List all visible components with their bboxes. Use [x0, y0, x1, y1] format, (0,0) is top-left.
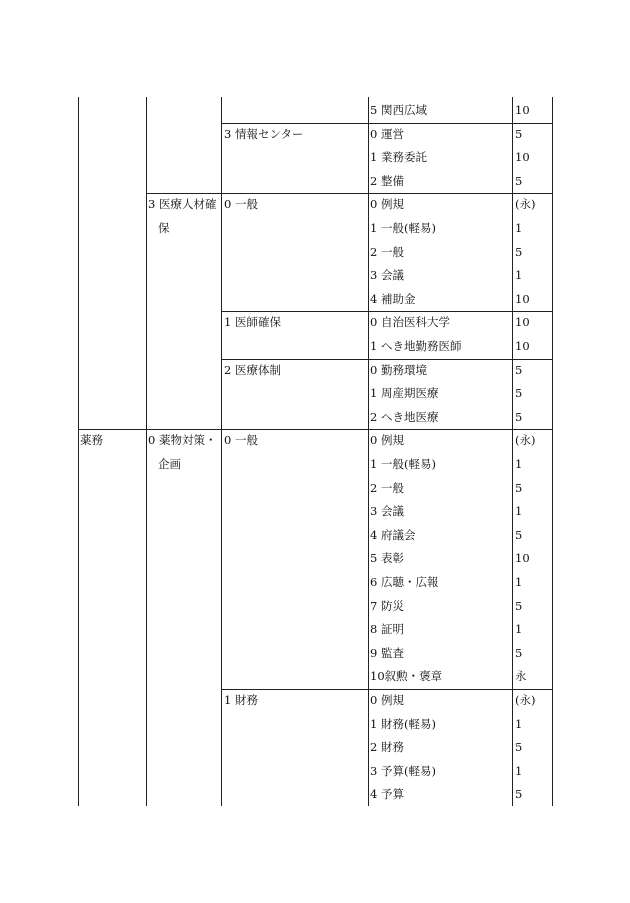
table-cell-c3: 1 財務 — [224, 693, 258, 707]
table-cell-c4: 6 広聴・広報 — [370, 575, 439, 589]
table-cell-c2: 保 — [158, 221, 170, 235]
table-cell-c2: 0 薬物対策・ — [148, 433, 217, 447]
table-cell-c5: 10 — [515, 315, 530, 329]
table-cell-c4: 0 自治医科大学 — [370, 315, 450, 329]
table-cell-c4: 2 へき地医療 — [370, 410, 439, 424]
table-cell-c5: 5 — [515, 787, 523, 801]
table-row-border — [221, 311, 553, 312]
table-cell-c3: 0 一般 — [224, 433, 258, 447]
table-cell-c5: 5 — [515, 481, 523, 495]
table-cell-c4: 7 防災 — [370, 599, 404, 613]
table-cell-c2: 3 医療人材確 — [148, 197, 217, 211]
table-column-border — [78, 97, 79, 806]
table-cell-c4: 5 表彰 — [370, 551, 404, 565]
table-cell-c4: 8 証明 — [370, 622, 404, 636]
table-cell-c4: 0 勤務環境 — [370, 363, 427, 377]
table-cell-c3: 3 情報センター — [224, 127, 304, 141]
table-cell-c4: 2 一般 — [370, 245, 404, 259]
table-cell-c4: 0 例規 — [370, 433, 404, 447]
table-cell-c4: 5 関西広域 — [370, 103, 427, 117]
table-cell-c5: 1 — [515, 504, 523, 518]
table-cell-c5: 永 — [515, 669, 527, 683]
table-column-border — [146, 97, 147, 806]
table-row-border — [221, 689, 553, 690]
table-cell-c5: 5 — [515, 410, 523, 424]
table-cell-c4: 2 一般 — [370, 481, 404, 495]
table-cell-c5: 5 — [515, 740, 523, 754]
table-cell-c5: 5 — [515, 363, 523, 377]
table-cell-c4: 3 会議 — [370, 268, 404, 282]
table-cell-c4: 2 財務 — [370, 740, 404, 754]
table-cell-c4: 1 一般(軽易) — [370, 221, 436, 235]
table-cell-c5: 1 — [515, 457, 523, 471]
table-cell-c5: 10 — [515, 103, 530, 117]
table-cell-c5: 1 — [515, 717, 523, 731]
table-cell-c5: (永) — [515, 433, 536, 447]
table-cell-c5: (永) — [515, 197, 536, 211]
table-cell-c5: 1 — [515, 622, 523, 636]
table-cell-c5: 1 — [515, 221, 523, 235]
table-cell-c4: 1 へき地勤務医師 — [370, 339, 462, 353]
table-cell-c5: 10 — [515, 339, 530, 353]
table-cell-c3: 1 医師確保 — [224, 315, 281, 329]
table-cell-c5: 10 — [515, 551, 530, 565]
table-cell-c4: 1 財務(軽易) — [370, 717, 436, 731]
table-cell-c5: 5 — [515, 127, 523, 141]
table-cell-c4: 4 補助金 — [370, 292, 416, 306]
table-cell-c4: 1 周産期医療 — [370, 386, 439, 400]
table-column-border — [221, 97, 222, 806]
table-cell-c2: 企画 — [158, 457, 181, 471]
table-cell-c5: 5 — [515, 599, 523, 613]
table-cell-c5: 1 — [515, 268, 523, 282]
table-cell-c4: 4 予算 — [370, 787, 404, 801]
table-cell-c4: 0 例規 — [370, 197, 404, 211]
table-row-border — [221, 359, 553, 360]
table-cell-c4: 1 一般(軽易) — [370, 457, 436, 471]
table-cell-c5: (永) — [515, 693, 536, 707]
table-cell-c4: 4 府議会 — [370, 528, 416, 542]
table-cell-c4: 0 例規 — [370, 693, 404, 707]
table-cell-c3: 2 医療体制 — [224, 363, 281, 377]
table-cell-c5: 1 — [515, 575, 523, 589]
table-cell-c5: 5 — [515, 646, 523, 660]
table-column-border — [552, 97, 553, 806]
table-cell-c4: 3 予算(軽易) — [370, 764, 436, 778]
table-cell-c1: 薬務 — [80, 433, 103, 447]
table-column-border — [368, 97, 369, 806]
table-row-border — [146, 193, 553, 194]
table-cell-c5: 5 — [515, 528, 523, 542]
table-cell-c5: 1 — [515, 764, 523, 778]
table-cell-c5: 5 — [515, 174, 523, 188]
table-cell-c4: 9 監査 — [370, 646, 404, 660]
table-cell-c4: 1 業務委託 — [370, 150, 427, 164]
table-row-border — [78, 429, 553, 430]
table-row-border — [221, 123, 553, 124]
table-cell-c5: 10 — [515, 150, 530, 164]
table-cell-c4: 3 会議 — [370, 504, 404, 518]
table-cell-c4: 2 整備 — [370, 174, 404, 188]
table-cell-c5: 5 — [515, 386, 523, 400]
table-cell-c4: 0 運営 — [370, 127, 404, 141]
table-cell-c4: 10叙勲・褒章 — [370, 669, 443, 683]
table-cell-c5: 10 — [515, 292, 530, 306]
table-column-border — [512, 97, 513, 806]
table-cell-c3: 0 一般 — [224, 197, 258, 211]
table-cell-c5: 5 — [515, 245, 523, 259]
